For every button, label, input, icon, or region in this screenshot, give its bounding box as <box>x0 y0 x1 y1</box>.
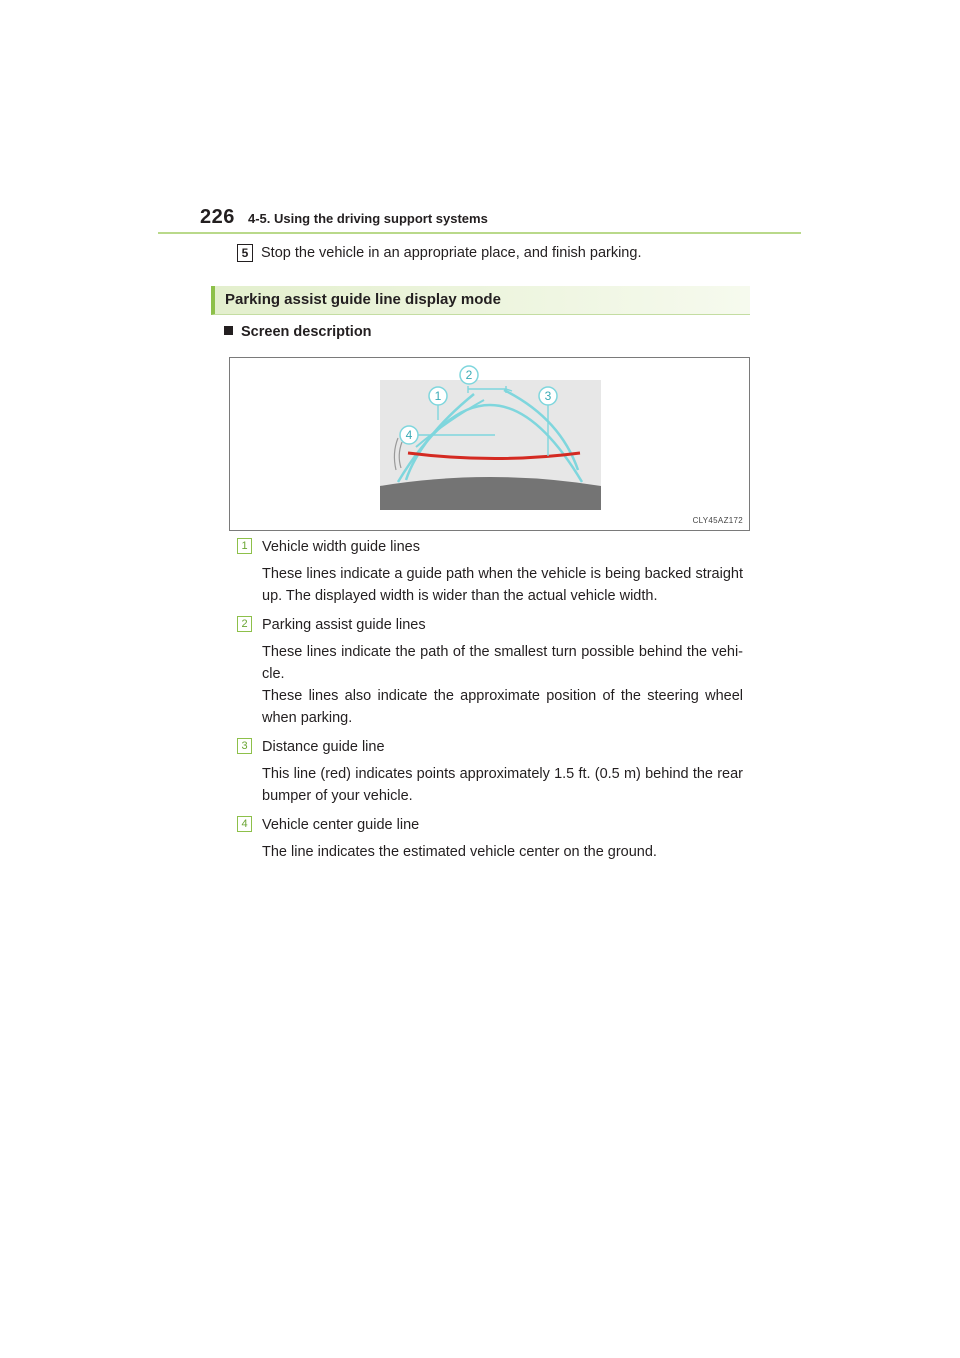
square-bullet-icon <box>224 326 233 335</box>
callout-4: 4 <box>405 428 413 442</box>
callout-1: 1 <box>434 389 442 403</box>
step-text: Stop the vehicle in an appropriate place, and finish parking. <box>261 245 642 261</box>
subsection-heading <box>224 324 372 340</box>
header-rule <box>158 232 801 234</box>
callout-3: 3 <box>544 389 552 403</box>
list-item <box>237 815 743 863</box>
list-item <box>237 615 743 729</box>
camera-screen-illustration <box>230 358 751 532</box>
item-description-2: These lines also indicate the approximate position of the steering wheel when parking. <box>262 688 743 726</box>
item-number-badge: 2 <box>237 616 252 632</box>
item-title: Vehicle width guide lines <box>262 539 420 555</box>
item-title: Distance guide line <box>262 739 385 755</box>
callout-descriptions <box>237 537 743 871</box>
item-title: Parking assist guide lines <box>262 617 426 633</box>
rear-bumper <box>380 477 601 510</box>
figure-code: CLY45AZ172 <box>692 516 743 525</box>
item-number-badge: 1 <box>237 538 252 554</box>
subheading-bar <box>211 286 750 315</box>
item-title: Vehicle center guide line <box>262 817 420 833</box>
item-number-badge: 3 <box>237 738 252 754</box>
list-item <box>237 737 743 807</box>
item-description: These lines indicate the path of the smallest turn possible behind the vehi-cle. <box>262 644 743 682</box>
subheading-title: Parking assist guide line display mode <box>225 291 501 308</box>
item-description: This line (red) indicates points approximately 1.5 ft. (0.5 m) behind the rear bumper of your vehicle. <box>262 766 743 804</box>
step-number-badge: 5 <box>237 244 253 262</box>
item-description: These lines indicate a guide path when the vehicle is being backed straight up. The displayed width is wider than the actual vehicle width. <box>262 566 743 604</box>
subsection-title: Screen description <box>241 324 372 340</box>
camera-screen-figure <box>229 357 750 531</box>
section-title: 4-5. Using the driving support systems <box>248 211 488 226</box>
item-description: The line indicates the estimated vehicle center on the ground. <box>262 844 657 860</box>
page-number: 226 <box>200 206 235 228</box>
list-item <box>237 537 743 607</box>
item-number-badge: 4 <box>237 816 252 832</box>
callout-2: 2 <box>465 368 473 382</box>
step-5 <box>237 244 757 264</box>
